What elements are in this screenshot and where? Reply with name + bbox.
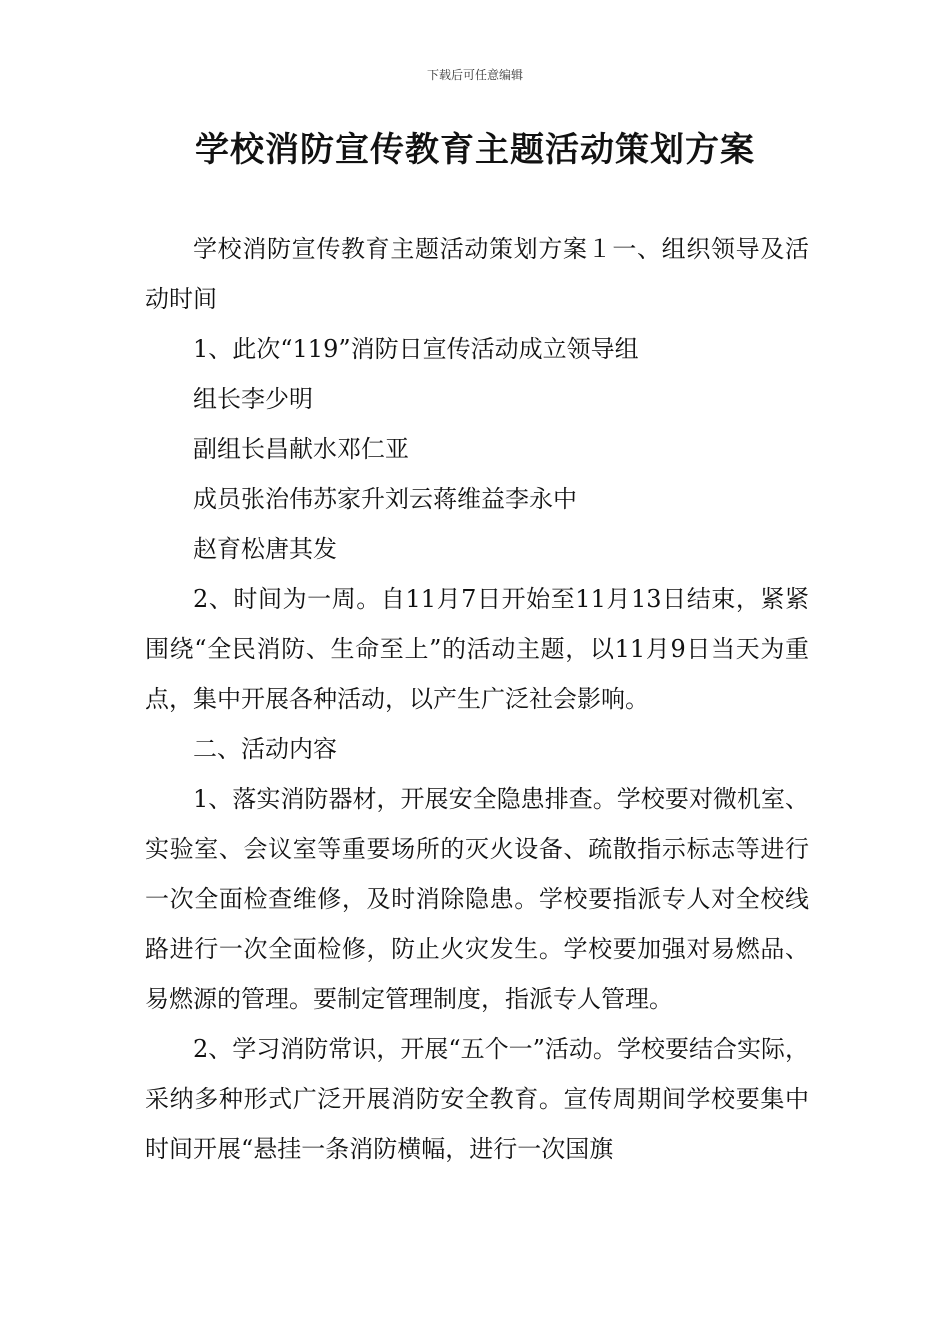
paragraph: 1、落实消防器材，开展安全隐患排查。学校要对微机室、实验室、会议室等重要场所的灭火设备、疏散指示标志等进行一次全面检查维修，及时消除隐患。学校要指派专人对全校线路进行一次全面检修，防止火灾发生。学校要加强对易燃品、易燃源的管理。要制定管理制度，指派专人管理。: [145, 785, 809, 1013]
paragraph: 1、此次“119”消防日宣传活动成立领导组: [193, 335, 639, 363]
paragraph: 成员张治伟苏家升刘云蒋维益李永中: [193, 485, 577, 513]
header-note: 下载后可任意编辑: [426, 68, 523, 82]
paragraph: 学校消防宣传教育主题活动策划方案１一、组织领导及活动时间: [145, 235, 809, 313]
paragraph: 2、学习消防常识，开展“五个一”活动。学校要结合实际，采纳多种形式广泛开展消防安全教育。宣传周期间学校要集中时间开展“悬挂一条消防横幅，进行一次国旗: [145, 1035, 809, 1163]
paragraph: 赵育松唐其发: [193, 535, 337, 563]
paragraph: 2、时间为一周。自11月7日开始至11月13日结束，紧紧围绕“全民消防、生命至上”的活动主题，以11月9日当天为重点，集中开展各种活动，以产生广泛社会影响。: [145, 585, 809, 713]
document-body: [145, 224, 809, 1174]
paragraph: 组长李少明: [193, 385, 313, 413]
document-title: 学校消防宣传教育主题活动策划方案: [195, 130, 755, 170]
paragraph: 二、活动内容: [193, 735, 337, 763]
paragraph: 副组长昌献水邓仁亚: [193, 435, 409, 463]
